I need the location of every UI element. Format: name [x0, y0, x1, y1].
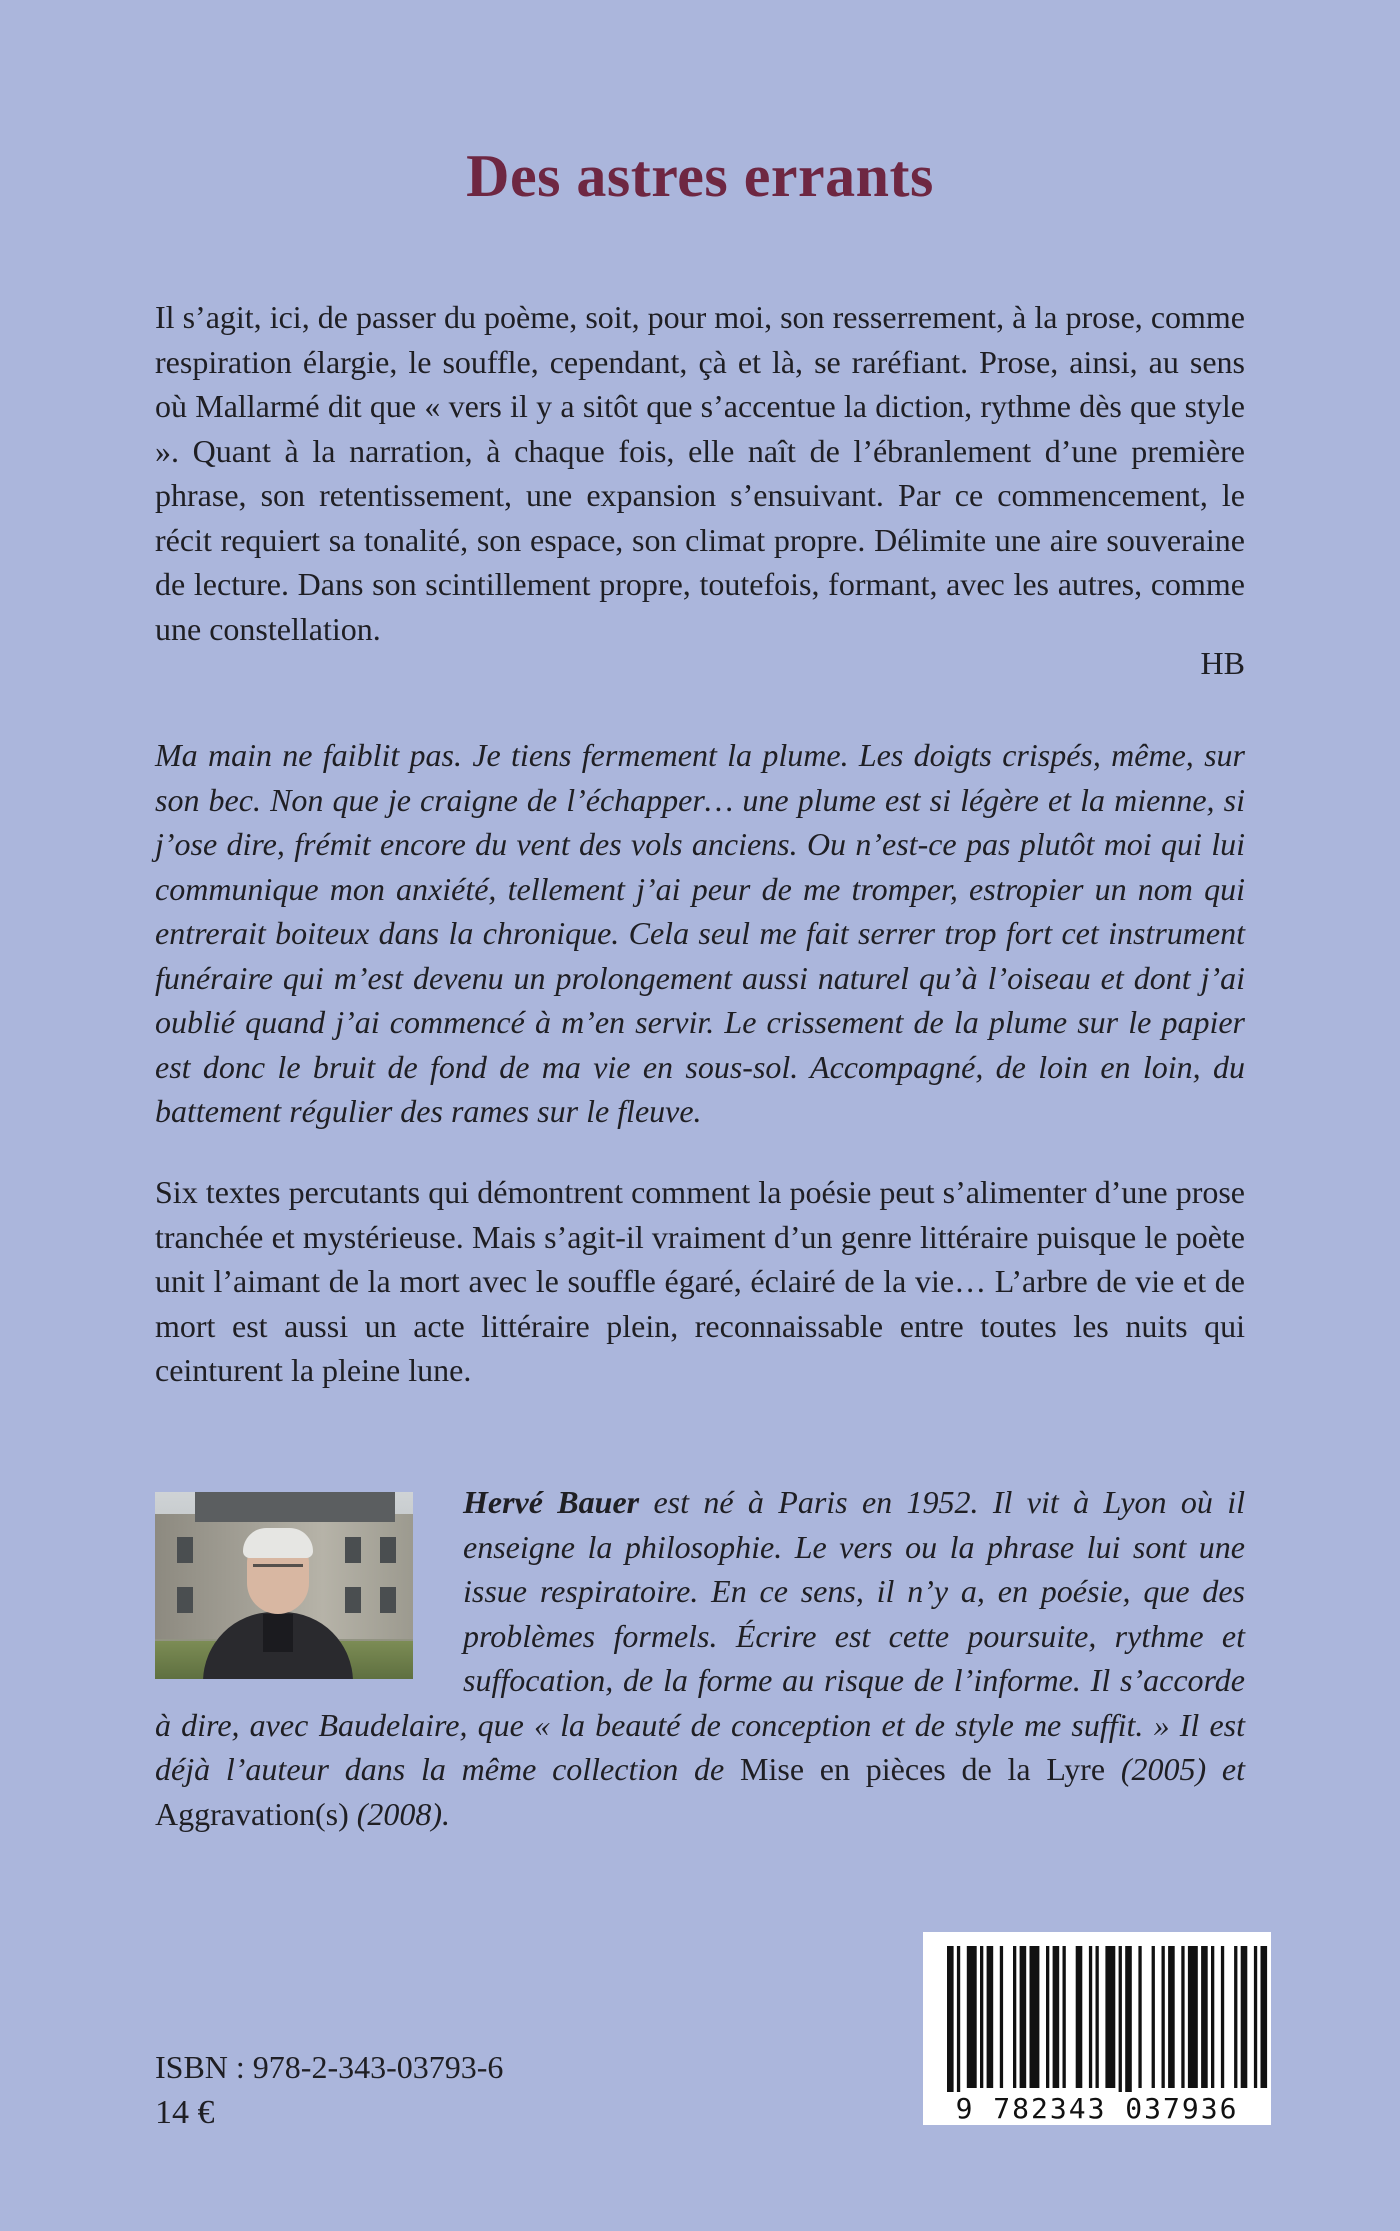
barcode-bar: [1201, 1946, 1208, 2088]
barcode-bar: [1119, 1946, 1122, 2092]
blurb-paragraph: [155, 1170, 1245, 1393]
barcode-bar: [987, 1946, 994, 2088]
intro-paragraph: [155, 295, 1245, 651]
intro-signature: HB: [1200, 645, 1245, 681]
barcode-bar: [1241, 1946, 1248, 2088]
barcode-bar: [1046, 1946, 1049, 2088]
barcode-bars: [923, 1932, 1271, 2092]
bio-book-1: Mise en pièces de la Lyre: [740, 1751, 1106, 1787]
barcode-bar: [1096, 1946, 1099, 2088]
book-title: Des astres errants: [466, 143, 934, 209]
barcode-bar: [1211, 1946, 1214, 2088]
barcode-bar: [947, 1946, 954, 2092]
barcode-bar: [1013, 1946, 1016, 2088]
bio-year-1: (2005) et: [1105, 1751, 1246, 1787]
barcode-digits: 9 782343 037936: [955, 2092, 1239, 2125]
barcode-bar: [1152, 1946, 1155, 2088]
author-photo: [155, 1492, 413, 1679]
barcode-bar: [1020, 1946, 1027, 2088]
barcode-bar: [1138, 1946, 1141, 2088]
bio-book-2: Aggravation(s): [155, 1795, 349, 1832]
barcode-bar: [1234, 1946, 1237, 2088]
barcode-bar: [1030, 1946, 1040, 2088]
barcode-bar: [1254, 1946, 1257, 2088]
bio-body: est né à Paris en 1952. Il vit à Lyon où il enseigne la philosophie. Le vers ou la phrase lui sont une issue respiratoire. En ce sens, il n’y a, en poésie, que des problèmes formels. Écrire est cette poursuite, rythme et suffocation, de la forme au risque de l’informe. Il s’accorde à dire, avec Baudelaire, que « la beauté de conception et de style me suffit. » Il est déjà l’auteur dans la même collection de: [155, 1484, 1246, 1787]
barcode-bar: [957, 1946, 960, 2092]
barcode-bar: [1261, 1946, 1268, 2088]
barcode-bar: [1063, 1946, 1066, 2088]
barcode-bar: [1000, 1946, 1003, 2088]
bio-year-2: (2008).: [348, 1795, 451, 1832]
barcode-bar: [1168, 1946, 1175, 2088]
intro-text: Il s’agit, ici, de passer du poème, soit, pour moi, son resserrement, à la prose, comme respiration élargie, le souffle, cependant, çà et là, se raréfiant. Prose, ainsi, au sens où Mallarmé dit que « vers il y a sitôt que s’accentue la diction, rythme dès que style ». Quant à la narration, à chaque fois, elle naît de l’ébranlement d’une première phrase, son retentissement, une expansion s’ensuivant. Par ce commencement, le récit requiert sa tonalité, son espace, son climat propre. Délimite une aire souveraine de lecture. Dans son scintillement propre, toutefois, formant, avec les autres, comme une constellation.: [155, 299, 1245, 647]
author-name: Hervé Bauer: [463, 1484, 640, 1520]
barcode-bar: [1105, 1946, 1115, 2088]
barcode-bar: [967, 1946, 977, 2088]
barcode-bar: [1221, 1946, 1224, 2088]
excerpt-text: Ma main ne faiblit pas. Je tiens fermement la plume. Les doigts crispés, même, sur son bec. Non que je craigne de l’échapper… une plume est si légère et la mienne, si j’ose dire, frémit encore du vent des vols anciens. Ou n’est-ce pas plutôt moi qui lui communique mon anxiété, tellement j’ai peur de me tromper, estropier un nom qui entrerait boiteux dans la chronique. Cela seul me fait serrer trop fort cet instrument funéraire qui m’est devenu un prolongement aussi naturel qu’à l’oiseau et dont j’ai oublié quand j’ai commencé à m’en servir. Le crissement de la plume sur le papier est donc le bruit de fond de ma vie en sous-sol. Accompagné, de loin en loin, du battement régulier des rames sur le fleuve.: [155, 737, 1245, 1129]
barcode-bar: [1125, 1946, 1132, 2092]
barcode-bar: [1076, 1946, 1083, 2088]
excerpt-paragraph: [155, 733, 1245, 1134]
barcode-bar: [1162, 1946, 1165, 2088]
barcode-bar: [1089, 1946, 1092, 2088]
barcode: [923, 1932, 1271, 2125]
author-bio: [155, 1480, 1245, 1836]
barcode-bar: [1053, 1946, 1060, 2088]
barcode-bar: [980, 1946, 983, 2088]
barcode-bar: [1188, 1946, 1198, 2088]
blurb-text: Six textes percutants qui démontrent comment la poésie peut s’alimenter d’une prose tranchée et mystérieuse. Mais s’agit-il vraiment d’un genre littéraire puisque le poète unit l’aimant de la mort avec le souffle égaré, éclairé de la vie… L’arbre de vie et de mort est aussi un acte littéraire plein, reconnaissable entre toutes les nuits qui ceinturent la pleine lune.: [155, 1174, 1245, 1388]
barcode-bar: [1181, 1946, 1184, 2088]
price: 14 €: [155, 2094, 215, 2131]
isbn: ISBN : 978-2-343-03793-6: [155, 2049, 504, 2085]
